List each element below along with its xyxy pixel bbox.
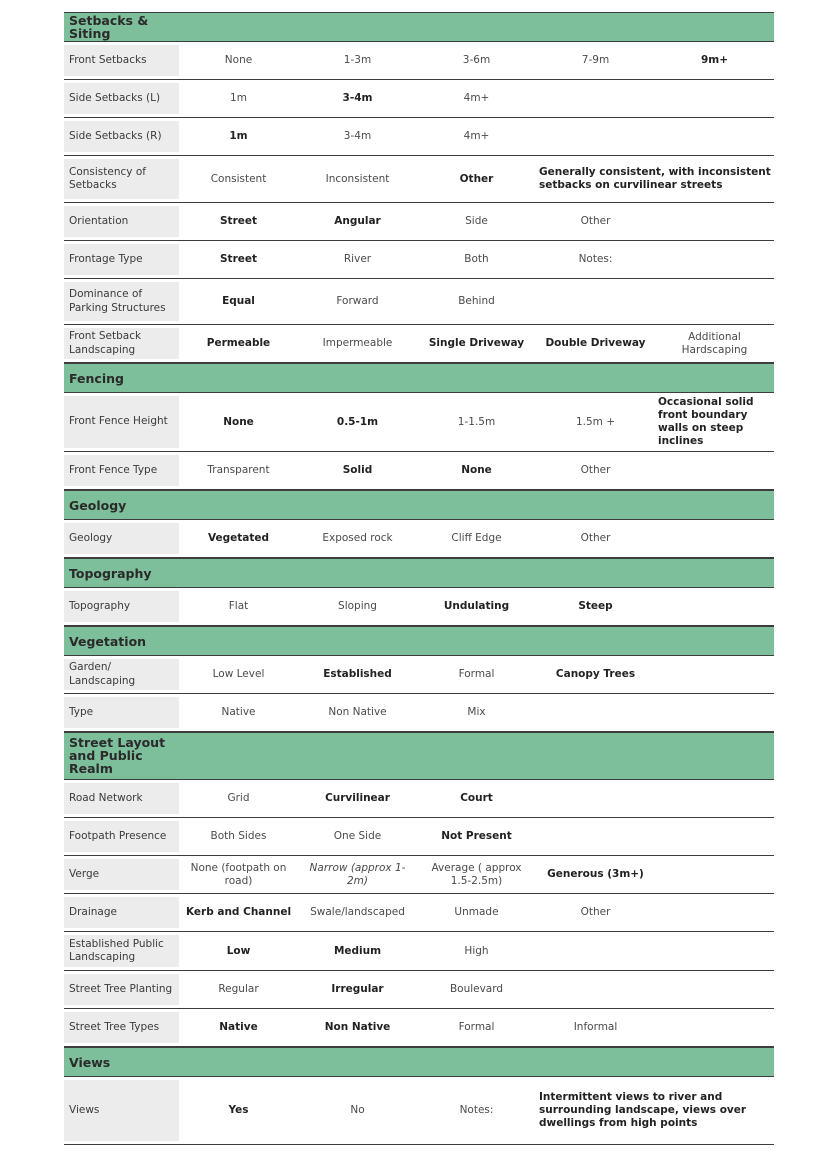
option-cell: Non Native — [324, 1021, 391, 1033]
option-cell: Medium — [333, 944, 382, 957]
note-cell: Generally consistent, with inconsistent setbacks on curvilinear streets — [539, 166, 771, 191]
option-cell: Canopy Trees — [555, 668, 636, 680]
table-row — [64, 42, 774, 80]
option-cell: High — [464, 944, 489, 957]
option-cell: 4m+ — [463, 130, 490, 142]
option-cell: Average ( approx 1.5-2.5m) — [431, 861, 522, 887]
table-row — [64, 588, 774, 626]
option-cell: Double Driveway — [545, 337, 646, 349]
section-header — [64, 490, 774, 520]
option-cell: 9m+ — [700, 54, 729, 66]
option-cell: Forward — [336, 295, 379, 307]
option-cell: 1-3m — [343, 54, 372, 66]
option-cell: 4m+ — [463, 92, 490, 104]
section-title: Setbacks & Siting — [69, 13, 149, 41]
option-cell: Vegetated — [207, 532, 270, 544]
row-label: Verge — [64, 859, 179, 890]
row-label: Side Setbacks (L) — [64, 83, 179, 114]
option-cell: Side — [465, 215, 488, 227]
row-label: Garden/ Landscaping — [64, 659, 179, 690]
option-cell: Additional Hardscaping — [681, 330, 748, 356]
row-label: Front Fence Type — [64, 455, 179, 486]
option-cell: Cliff Edge — [451, 532, 502, 544]
option-cell: Curvilinear — [325, 792, 390, 804]
option-cell: Other — [580, 215, 611, 227]
option-cell: 0.5-1m — [336, 415, 379, 428]
option-cell: 1m — [230, 92, 247, 104]
table-row — [64, 694, 774, 732]
option-cell: Solid — [342, 464, 373, 476]
table-row — [64, 241, 774, 279]
option-cell: Permeable — [206, 337, 271, 349]
option-cell: Mix — [467, 706, 486, 718]
option-cell: Sloping — [338, 600, 377, 612]
option-cell: Behind — [458, 295, 495, 307]
table-row — [64, 80, 774, 118]
option-cell: 1-1.5m — [457, 415, 496, 428]
row-label: Established Public Landscaping — [64, 935, 179, 967]
option-cell: None — [224, 54, 253, 66]
option-cell: Other — [580, 464, 611, 476]
option-cell: None — [461, 464, 492, 476]
character-assessment-table — [64, 12, 774, 1145]
option-cell: Inconsistent — [325, 172, 390, 185]
row-label: Front Setbacks — [64, 45, 179, 76]
row-label: Footpath Presence — [64, 821, 179, 852]
option-cell: Grid — [227, 792, 250, 804]
option-cell: 7-9m — [581, 54, 610, 66]
section-header — [64, 12, 774, 42]
option-cell: Native — [219, 1021, 258, 1033]
option-cell: 1m — [229, 130, 248, 142]
option-cell: Non Native — [328, 706, 387, 718]
option-cell: Both Sides — [210, 830, 267, 842]
table-row — [64, 894, 774, 932]
option-cell: Exposed rock — [322, 532, 393, 544]
option-cell: Court — [460, 792, 493, 804]
table-row — [64, 156, 774, 203]
option-cell: Informal — [573, 1021, 618, 1033]
option-cell: Angular — [334, 215, 381, 227]
section-header — [64, 363, 774, 393]
table-row — [64, 780, 774, 818]
note-cell: Intermittent views to river and surrounding landscape, views over dwellings from high points — [539, 1091, 747, 1129]
row-label: Front Setback Landscaping — [64, 328, 179, 359]
row-label: Geology — [64, 523, 179, 554]
option-cell: None (footpath on road) — [190, 861, 287, 887]
section-header — [64, 626, 774, 656]
table-row — [64, 656, 774, 694]
table-row — [64, 452, 774, 490]
section-title: Geology — [69, 497, 127, 513]
section-title: Fencing — [69, 370, 124, 386]
option-cell: Consistent — [210, 172, 267, 185]
option-cell: River — [343, 253, 372, 265]
row-label: Topography — [64, 591, 179, 622]
table-row — [64, 818, 774, 856]
row-label: Road Network — [64, 783, 179, 814]
table-row — [64, 203, 774, 241]
option-cell: Other — [580, 906, 611, 918]
option-cell: Yes — [228, 1104, 249, 1116]
table-row — [64, 1009, 774, 1047]
option-cell: Formal — [458, 1021, 495, 1033]
option-cell: Native — [221, 706, 256, 718]
option-cell: Irregular — [331, 983, 384, 995]
section-title: Street Layout and Public Realm — [69, 735, 166, 776]
option-cell: Notes: — [578, 253, 613, 265]
option-cell: Unmade — [454, 906, 499, 918]
section-header — [64, 558, 774, 588]
row-label: Side Setbacks (R) — [64, 121, 179, 152]
option-cell: 3-4m — [343, 130, 372, 142]
table-row — [64, 325, 774, 363]
table-row — [64, 279, 774, 325]
option-cell: Swale/landscaped — [310, 906, 405, 918]
option-cell: Steep — [578, 600, 613, 612]
option-cell: Not Present — [441, 830, 512, 842]
section-title: Vegetation — [69, 633, 147, 649]
table-row — [64, 856, 774, 894]
option-cell: Other — [459, 172, 494, 185]
option-cell: Transparent — [207, 464, 270, 476]
section-header — [64, 732, 774, 780]
row-label: Views — [64, 1080, 179, 1141]
option-cell: 3-4m — [342, 92, 373, 104]
row-label: Dominance of Parking Structures — [64, 282, 179, 321]
option-cell: Low — [226, 944, 251, 957]
option-cell: None — [223, 415, 254, 428]
option-cell: Street — [219, 215, 258, 227]
option-cell: Kerb and Channel — [185, 906, 292, 918]
row-label: Drainage — [64, 897, 179, 928]
row-label: Type — [64, 697, 179, 728]
option-cell: Generous (3m+) — [547, 868, 644, 880]
option-cell: Narrow (approx 1-2m) — [309, 861, 406, 887]
row-label: Frontage Type — [64, 244, 179, 275]
table-row — [64, 520, 774, 558]
option-cell: Notes: — [459, 1104, 494, 1116]
table-row — [64, 393, 774, 452]
row-label: Front Fence Height — [64, 396, 179, 448]
option-cell: Other — [580, 532, 611, 544]
row-label: Street Tree Planting — [64, 974, 179, 1005]
option-cell: Established — [323, 668, 392, 680]
option-cell: Both — [464, 253, 489, 265]
option-cell: Low Level — [212, 668, 265, 680]
option-cell: Regular — [218, 983, 259, 995]
option-cell: Flat — [228, 600, 249, 612]
row-label: Street Tree Types — [64, 1012, 179, 1043]
option-cell: Boulevard — [449, 983, 504, 995]
option-cell: Single Driveway — [428, 337, 525, 349]
table-row — [64, 971, 774, 1009]
option-cell: No — [350, 1104, 365, 1116]
section-header — [64, 1047, 774, 1077]
option-cell: 3-6m — [462, 54, 491, 66]
option-cell: Impermeable — [322, 337, 393, 349]
table-row — [64, 932, 774, 971]
table-row — [64, 1077, 774, 1145]
option-cell: 1.5m + — [575, 415, 616, 428]
note-cell: Occasional solid front boundary walls on steep inclines — [658, 396, 754, 447]
section-title: Views — [69, 1054, 111, 1070]
option-cell: Undulating — [443, 600, 510, 612]
option-cell: Formal — [458, 668, 495, 680]
row-label: Orientation — [64, 206, 179, 237]
option-cell: One Side — [333, 830, 382, 842]
option-cell: Equal — [222, 295, 255, 307]
row-label: Consistency of Setbacks — [64, 159, 179, 199]
section-title: Topography — [69, 565, 152, 581]
table-row — [64, 118, 774, 156]
option-cell: Street — [219, 253, 258, 265]
